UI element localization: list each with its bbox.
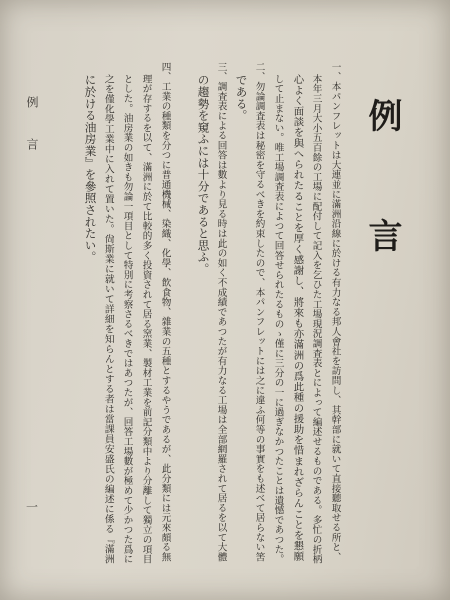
body-line-9: 四、工業の種類を分つに普通機械、染織、化學、飲食物、雜業の五種とするやうであるが、此分類には元來頗る無 <box>159 62 171 562</box>
body-line-6: である。 <box>234 74 249 122</box>
body-line-10: 理が存するを以て、滿洲に於て比較的多く投資されて居る窯業、製材工業を前記分類中より分離して獨立の項目 <box>140 74 152 564</box>
body-line-8: の趨勢を窺ふには十分であると思ふ。 <box>196 74 211 275</box>
body-line-12: 之を僅化學工業中に入れて置いた。尙斯業に就いて詳細を知らんとする者は當課員安盛氏の編述に係る『滿洲 <box>102 74 114 564</box>
body-line-11: とした。油房業の如きも勿論一項目として特別に考察さるべきではあつたが、回答工場數が極めて少かつた爲に <box>121 74 133 564</box>
body-line-2: 本年三月大小五百餘の工場に配付して記入を乞ひた工場現況調査表とによって編述せるものである。多忙の折柄 <box>310 74 322 564</box>
body-line-5: 二、勿論調査表は秘密を守るべきを約束したので、本パンフレットには之に違ふ何等の事實をも述べて居らない筈 <box>253 62 265 562</box>
body-line-13: に於ける油房業』を參照されたい。 <box>83 74 98 263</box>
body-line-4: して止まない。唯工場調査表によつて回答せられたるものゝ僅に三分の一に過ぎなかつたことは遺憾であつた。 <box>272 74 284 564</box>
page-title: 例 言 <box>362 98 402 278</box>
page-number: 一 <box>26 500 39 514</box>
running-head: 例言 <box>25 96 39 180</box>
body-line-3: 心よく面談を與へられたることを厚く感謝し、將來も亦滿洲の爲此種の援助を惜まれざらんことを懇願 <box>291 74 304 562</box>
body-line-7: 三、調査表による回答は數より見る時は此の如く不成績であつたが有力なる工場は全部網羅されて居るを以て大體 <box>215 62 227 562</box>
body-line-1: 一、本パンフレットは大連並に滿洲沿線に於ける有力なる邦人會社を訪問し、其幹部に就いて直接聽取せる所と、 <box>329 62 341 562</box>
